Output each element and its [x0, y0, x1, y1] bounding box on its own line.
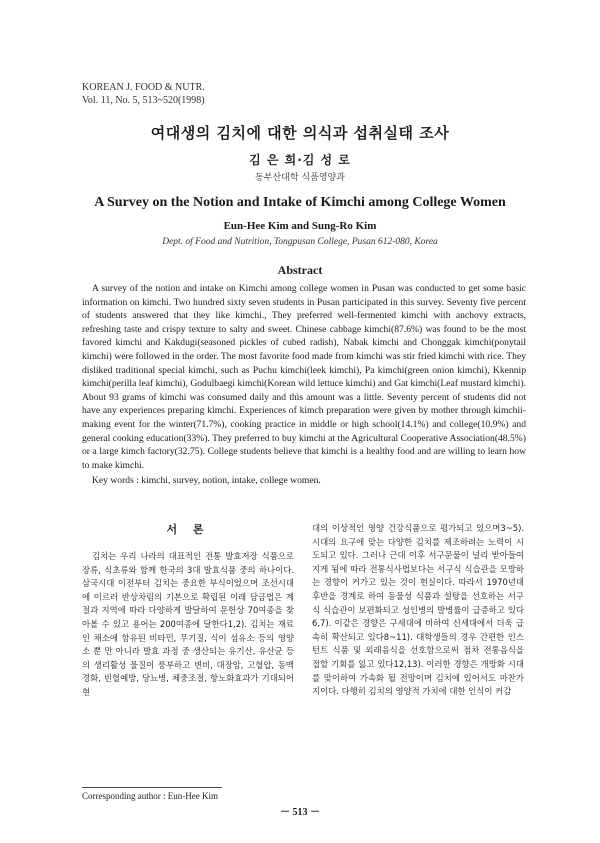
abstract-heading: Abstract: [277, 263, 323, 277]
english-affiliation: Dept. of Food and Nutrition, Tongpusan College, Pusan 612-080, Korea: [162, 237, 438, 247]
body-left-column: [82, 522, 294, 700]
korean-title: 여대생의 김치에 대한 의식과 섭취실태 조사: [150, 124, 450, 142]
english-authors: Eun-Hee Kim and Sung-Ro Kim: [223, 220, 377, 232]
abstract-text: A survey of the notion and intake on Kimchi among college women in Pusan was conducted to get some basic information on kimchi. Two hundred sixty seven students in Pusan participated in this survey. Seventy five percent of students answered that they like kimchi., They preferred well-fermented kimchi with anchovy extracts, refreshing taste and crispy texture to salty and sweet. Chinese cabbage kimchi(87.6%) was found to be the most favored kimchi and Kakdugi(seasoned pickles of cubed radish), Nabak kimchi and Chonggak kimchi(ponytail kimchi) were followed in the order. The most favorite food made from kimchi was stir fried kimchi with rice. They disliked traditional special kimchi, such as Puchu kimchi(leek kimchi), Pa kimchi(green onion kimchi), Kkennip kimchi(perilla leaf kimchi), Godulbaegi kimchi(Korean wild lettuce kimchi) and Gat kimchi(Leaf mustard kimchi). About 93 grams of kimchi was consumed daily and this amount was a little. Seventy percent of students did not have any experiences preparing kimchi. Experiences of kimch preparation were given by mother through kimchii-making event for the winter(71.7%), cooking practice in middle or high school(14.1%) and college(10.9%) and general cooking education(33%). They preferred to buy kimchi at the Agricultural Cooperative Association(48.5%) or a large kimch factory(32.75). College students believe that kimchi is a healthy food and are willing to learn how to make kimchi.: [82, 283, 526, 471]
english-title: A Survey on the Notion and Intake of Kimchi among College Women: [94, 195, 506, 210]
korean-affiliation: 동부산대학 식품영양과: [255, 173, 345, 183]
korean-authors: 김 은 희·김 성 로: [249, 153, 351, 167]
journal-header: [82, 81, 205, 107]
page-number: － 513 －: [280, 807, 320, 818]
journal-name: KOREAN J. FOOD & NUTR.: [82, 82, 205, 93]
section-heading: 서 론: [166, 523, 210, 536]
body-right-paragraph: 대의 이상적인 영양 건강식품으로 평가되고 있으며3~5). 시대의 요구에 맞는 다양한 김치를 제조하려는 노력이 시도되고 있다. 그러나 근대 이후 서구문물이 널리 받아들여지게 됨에 따라 전통식사법보다는 서구식 식습관을 모방하는 경향이 커가고 있는 것이 현실이다. 따라서 1970년대 후반을 경계로 하여 동물성 식품과 설탕을 선호하는 서구식 식습관이 보편화되고 성인병의 발병률이 급증하고 있다6,7). 이같은 경향은 구세대에 비하여 신세대에서 더욱 급속히 확산되고 있다8~11). 대학생들의 경우 간편한 인스턴트 식품 및 외래음식을 선호함으로써 점차 전통음식을 접할 기회를 잃고 있다12,13). 이러한 경향은 개방화 시대를 맞이하여 가속화 될 전망이며 김치에 있어서도 마찬가지이다. 다행히 김치의 영양적 가치에 대한 인식이 커감: [312, 523, 524, 697]
body-left-paragraph: 김치는 우리 나라의 대표적인 전통 발효저장 식품으로 장류, 식초류와 함께 한국의 3대 발효식품 중의 하나이다. 삼국시대 이전부터 김치는 중요한 부식이었으며 조선시대에 이르러 반상차림의 기본으로 확립된 이래 담금법은 계절과 지역에 따라 다양하게 발달하여 문헌상 70여종을 찾아볼 수 있고 용어는 200여종에 달한다1,2). 김치는 재료인 채소에 함유된 비타민, 무기질, 식이 섬유소 등의 영양소 뿐 만 아니라 발효 과정 중 생산되는 유기산, 유산균 등의 생리활성 물질이 풍부하고 변비, 대장암, 고혈압, 동맥경화, 빈혈예방, 당뇨병, 체중조절, 항노화효과가 기대되어 현: [82, 551, 294, 697]
footnote-divider: [82, 787, 222, 788]
body-right-column: [312, 522, 524, 699]
keywords: Key words : kimchi, survey, notion, intake, college women.: [92, 475, 321, 486]
journal-volume: Vol. 11, No. 5, 513~520(1998): [82, 95, 205, 106]
corresponding-author-footnote: Corresponding author : Eun-Hee Kim: [82, 791, 218, 801]
